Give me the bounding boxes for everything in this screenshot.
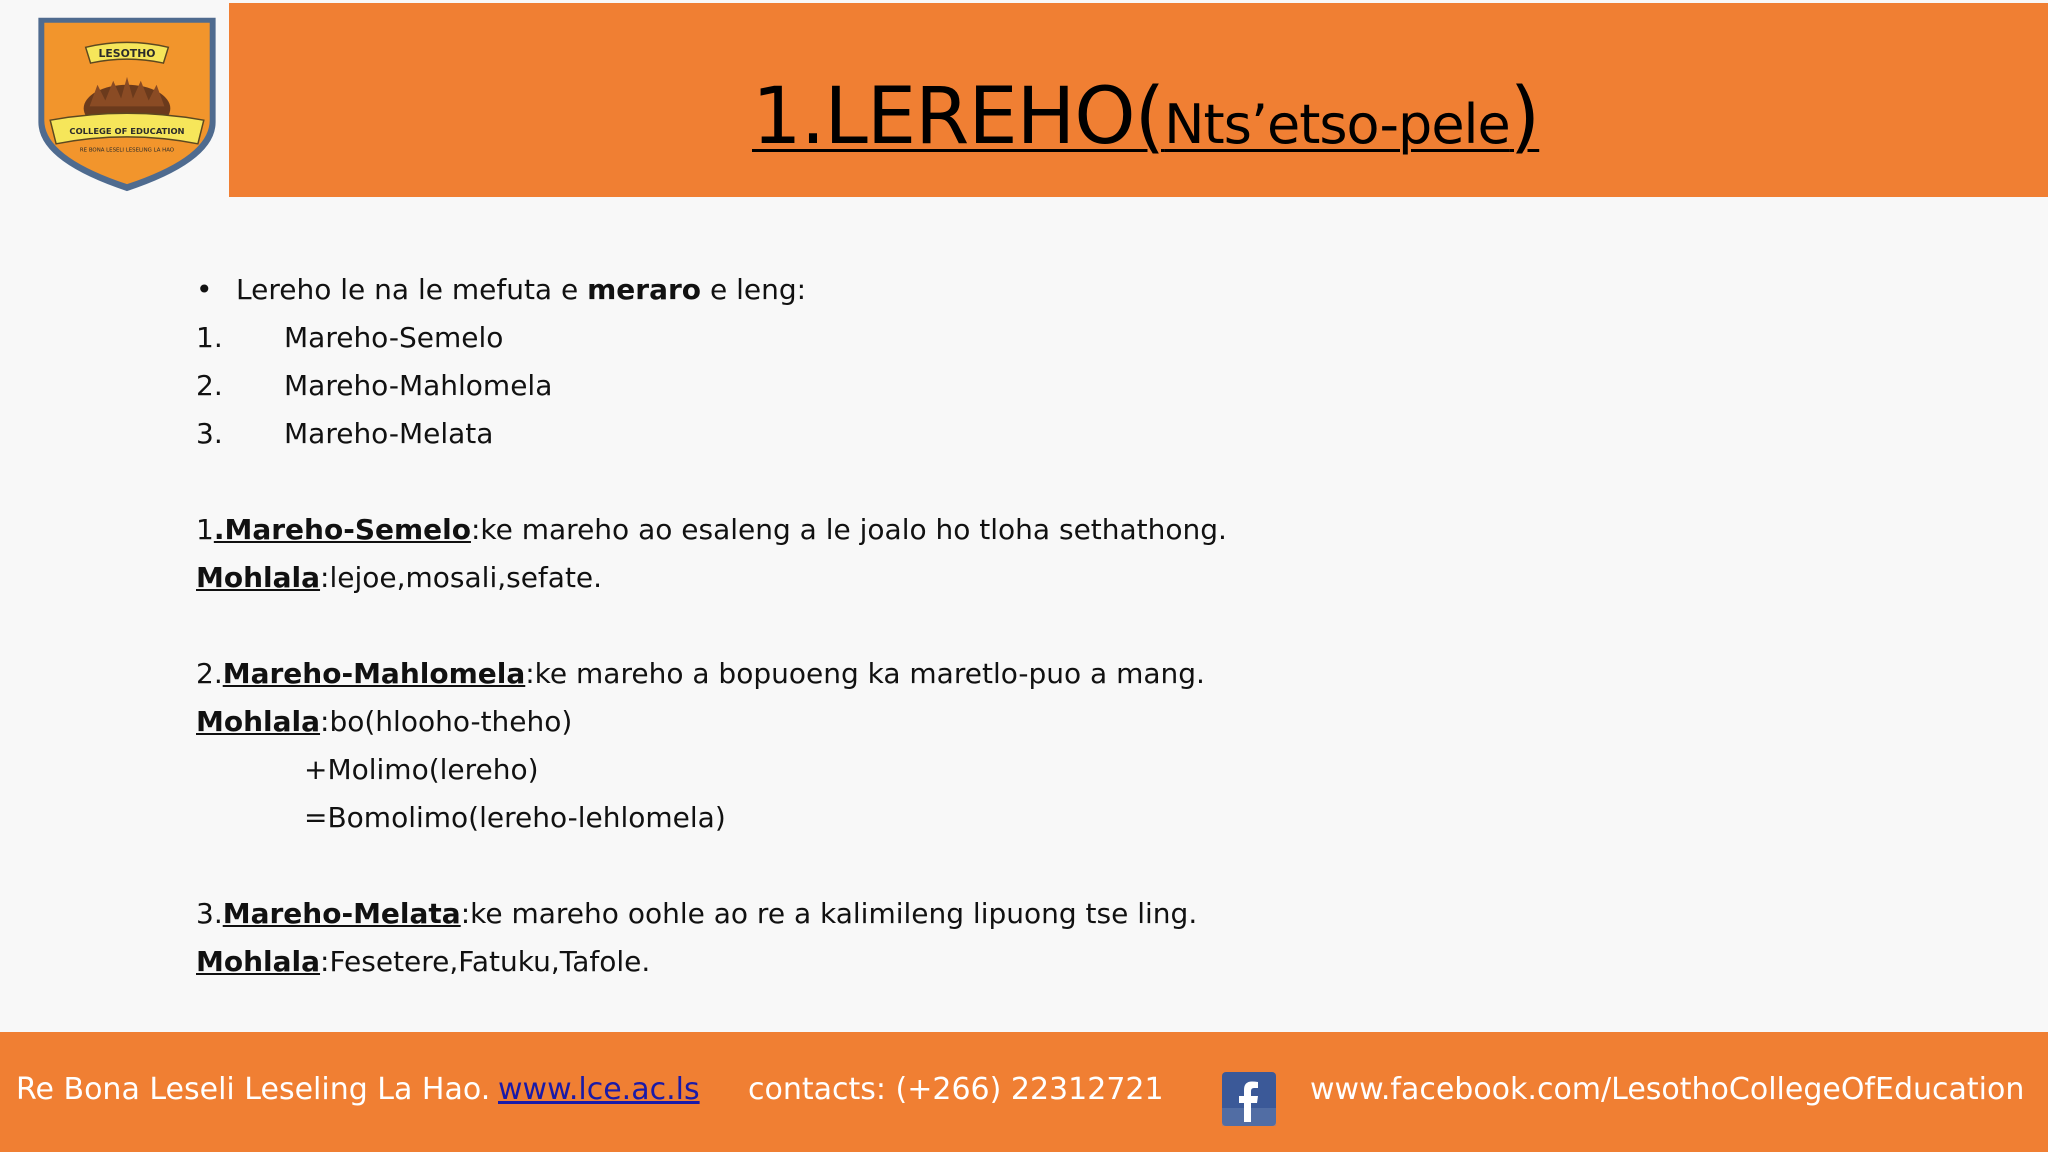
facebook-page-url: www.facebook.com/LesothoCollegeOfEducation (1310, 1072, 2025, 1107)
section-1-term: .Mareho-Semelo (213, 513, 471, 546)
footer-band (0, 1032, 2048, 1152)
website-link[interactable]: www.lce.ac.ls (498, 1072, 700, 1107)
intro-line: • Lereho le na le mefuta e meraro e leng: (196, 270, 806, 310)
title-main: 1.LEREHO( (752, 72, 1165, 162)
section-2-term: Mareho-Mahlomela (222, 657, 526, 690)
footer-contacts: contacts: (+266) 22312721 (748, 1072, 1164, 1107)
facebook-icon[interactable] (1222, 1072, 1276, 1126)
title-close-paren: ) (1509, 72, 1540, 162)
bullet-icon: • (196, 273, 213, 306)
section-1-definition: 1.Mareho-Semelo:ke mareho ao esaleng a le joalo ho tloha sethathong. (196, 513, 1227, 546)
svg-text:RE BONA LESELI LESELING LA HAO: RE BONA LESELI LESELING LA HAO (79, 147, 175, 154)
svg-text:COLLEGE OF EDUCATION: COLLEGE OF EDUCATION (69, 125, 185, 136)
footer-motto: Re Bona Leseli Leseling La Hao. (16, 1072, 491, 1107)
intro-emphasis: meraro (587, 273, 702, 306)
section-3-definition: 3.Mareho-Melata:ke mareho oohle ao re a kalimileng lipuong tse ling. (196, 897, 1198, 930)
section-2-example: Mohlala:bo(hlooho-theho) (196, 705, 573, 738)
college-logo (28, 4, 226, 196)
title-subtitle: Nts’etso-pele (1164, 93, 1510, 156)
type-item-2: 2. Mareho-Mahlomela (196, 369, 553, 402)
type-item-3: 3. Mareho-Melata (196, 417, 494, 450)
section-3-term: Mareho-Melata (222, 897, 461, 930)
type-item-1: 1. Mareho-Semelo (196, 321, 504, 354)
section-2-definition: 2.Mareho-Mahlomela:ke mareho a bopuoeng ka maretlo-puo a mang. (196, 657, 1205, 690)
svg-text:LESOTHO: LESOTHO (98, 47, 156, 61)
section-3-example: Mohlala:Fesetere,Fatuku,Tafole. (196, 945, 651, 978)
college-crest-icon (28, 4, 226, 196)
slide-title (752, 72, 1652, 172)
section-2-example-line-3: =Bomolimo(lereho-lehlomela) (304, 801, 726, 834)
section-2-example-line-2: +Molimo(lereho) (304, 753, 539, 786)
section-1-example: Mohlala:lejoe,mosali,sefate. (196, 561, 603, 594)
